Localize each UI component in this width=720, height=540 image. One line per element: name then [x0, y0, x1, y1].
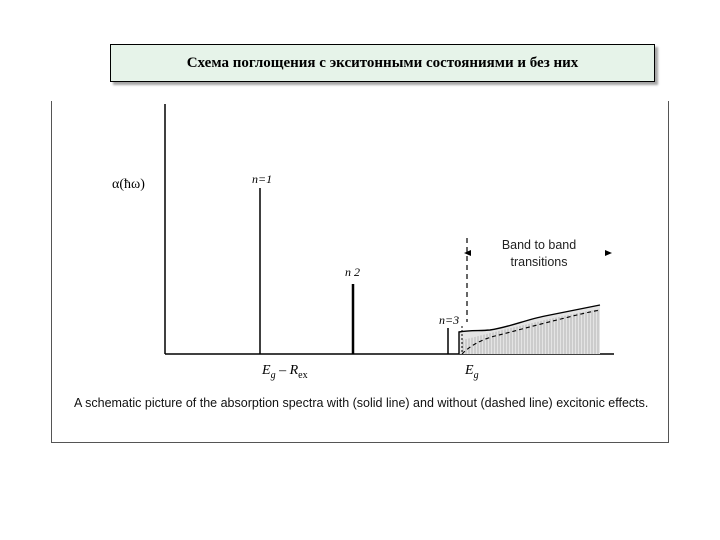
peak-label-n3: n=3	[439, 313, 460, 327]
band-arrow-right-head	[605, 250, 612, 256]
x-tick-eg: $E_g$	[465, 363, 479, 381]
figure-caption: A schematic picture of the absorption spectra with (solid line) and without (dashed line) excitonic effects.	[74, 396, 649, 410]
band-label-line2: transitions	[510, 255, 568, 269]
x-tick-eg-minus-rex: $E_g - R_{ex}$	[262, 363, 308, 381]
y-axis-label: α(ħω)	[112, 177, 145, 192]
band-label-line1: Band to band	[501, 238, 577, 252]
slide-title: Схема поглощения с экситонными состояниями и без них	[110, 44, 655, 82]
peak-label-n1: n=1	[252, 172, 273, 186]
peak-label-n2: n 2	[345, 265, 360, 279]
